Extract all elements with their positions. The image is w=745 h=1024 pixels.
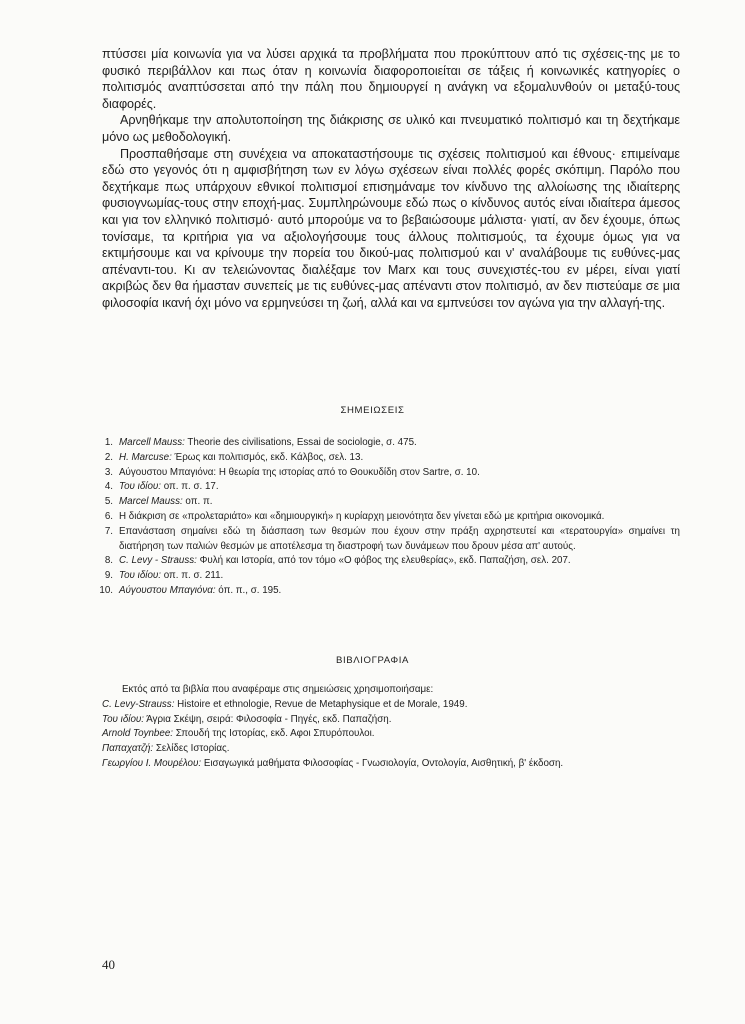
note-item xyxy=(102,510,680,525)
note-item xyxy=(102,525,680,555)
bibliography-author: C. Levy-Strauss: xyxy=(102,698,175,710)
bibliography-text: Εισαγωγικά μαθήματα Φιλοσοφίας - Γνωσιολογία, Οντολογία, Αισθητική, β' έκδοση. xyxy=(201,757,564,769)
note-item xyxy=(102,554,680,569)
note-text: όπ. π., σ. 195. xyxy=(215,584,282,596)
note-author: Του ιδίου: xyxy=(119,481,162,493)
note-number: 5. xyxy=(104,496,113,508)
note-text: Theorie des civilisations, Essai de sociologie, σ. 475. xyxy=(184,437,417,448)
bibliography-list xyxy=(102,683,680,772)
paragraph: Αρνηθήκαμε την απολυτοποίηση της διάκρισης σε υλικό και πνευματικό πολιτισμό και τη δεχτήκαμε μόνο ως μεθοδολογική. xyxy=(102,113,680,144)
note-author: C. Levy - Strauss: xyxy=(119,555,197,567)
bibliography-author: Arnold Toynbee: xyxy=(102,728,173,740)
notes-list xyxy=(99,436,680,599)
bibliography-text: Άγρια Σκέψη, σειρά: Φιλοσοφία - Πηγές, εκδ. Παπαζήση. xyxy=(144,713,392,725)
note-text: Φυλή και Ιστορία, από τον τόμο «Ο φόβος της ελευθερίας», εκδ. Παπαζήση, σελ. 207. xyxy=(196,555,571,567)
note-number: 10. xyxy=(99,584,113,596)
note-author: H. Marcuse: xyxy=(119,451,172,463)
bibliography-item xyxy=(102,698,680,713)
note-item xyxy=(102,436,680,451)
bibliography-item xyxy=(102,727,680,742)
bibliography-item xyxy=(102,742,680,757)
note-number: 4. xyxy=(104,481,113,493)
bibliography-author: Γεωργίου Ι. Μουρέλου: xyxy=(102,757,202,769)
note-number: 7. xyxy=(104,525,113,537)
note-text: Η διάκριση σε «προλεταριάτο» και «δημιουργική» η κυρίαρχη μειονότητα δεν γίνεται εδώ με κριτήρια οικονομικά. xyxy=(119,510,605,522)
bibliography-heading: ΒΙΒΛΙΟΓΡΑΦΙΑ xyxy=(335,655,409,666)
note-author: Marcell Mauss: xyxy=(119,437,185,448)
note-text: οπ. π. xyxy=(182,496,213,508)
note-item xyxy=(102,466,680,481)
bibliography-text: Σελίδες Ιστορίας. xyxy=(153,743,230,755)
note-text: Επανάσταση σημαίνει εδώ τη διάσπαση των θεσμών που έχουν στην πράξη αχρηστευτεί και «τερατουργία» σημαίνει τη διατήρηση των παλιών θεσμών με αποτέλεσμα τη διαστροφή των δυνάμεων που δρουν μέσα απ' αυτούς. xyxy=(119,525,680,552)
bibliography-item xyxy=(102,757,680,772)
note-text: Αύγουστου Μπαγιόνα: Η θεωρία της ιστορίας από το Θουκυδίδη στον Sartre, σ. 10. xyxy=(119,466,480,478)
note-number: 9. xyxy=(104,570,113,582)
note-item xyxy=(102,569,680,584)
note-item xyxy=(102,451,680,466)
note-author: Αύγουστου Μπαγιόνα: xyxy=(119,584,216,596)
note-number: 1. xyxy=(104,437,113,448)
note-item xyxy=(102,480,680,495)
note-number: 3. xyxy=(104,466,113,478)
note-item xyxy=(102,495,680,510)
note-author: Του ιδίου: xyxy=(119,570,162,582)
bibliography-intro: Εκτός από τα βιβλία που αναφέραμε στις σημειώσεις χρησιμοποιήσαμε: xyxy=(122,684,434,695)
note-number: 6. xyxy=(104,510,113,522)
page-number: 40 xyxy=(102,957,115,972)
note-text: Έρως και πολιτισμός, εκδ. Κάλβος, σελ. 13. xyxy=(171,451,364,463)
note-item xyxy=(99,584,680,599)
note-number: 8. xyxy=(104,555,113,567)
bibliography-author: Του ιδίου: xyxy=(102,713,145,725)
main-text xyxy=(102,46,680,312)
paragraph: Προσπαθήσαμε στη συνέχεια να αποκαταστήσουμε τις σχέσεις πολιτισμού και έθνους· επιμείναμε εδώ στο γεγονός ότι η αμφισβήτηση των εν λόγω σχέσεων είναι πολλές φορές σκόπιμη. Παρόλο που δεχτήκαμε πως υπάρχουν εθνικοί πολιτισμοί επισημάναμε τον κίνδυνο της αλλοίωσης της ιδιαίτερης φυσιογνωμίας-τους στην εποχή-μας. Συμπληρώνουμε εδώ πως ο κίνδυνος αυτός είναι ιδιαίτερα άμεσος και για τον ελληνικό πολιτισμό· αυτό μπορούμε να το βεβαιώσουμε μάλιστα· γιατί, αν δεν έχουμε, όπως τονίσαμε, τα κριτήρια για να αξιολογήσουμε τους άλλους πολιτισμούς, τα έχουμε όμως για να εκτιμήσουμε και να κρίνουμε την πορεία του δικού-μας πολιτισμού και ν' αναλάβουμε τις ευθύνες-μας απέναντι-του. Κι αν τελειώνοντας διαλέξαμε τον Marx και τους συνεχιστές-του εν μέρει, είναι γιατί ακριβώς δεν θα ήμασταν συνεπείς με τις ευθύνες-μας απέναντι στον πολιτισμό, αν δεν πιστεύαμε σε μια φιλοσοφία ικανή όχι μόνο να ερμηνεύσει τη ζωή, αλλά και να εμπνεύσει τον αγώνα για την αλλαγή-της. xyxy=(102,146,680,310)
bibliography-text: Σπουδή της Ιστορίας, εκδ. Αφοι Σπυρόπουλοι. xyxy=(173,728,375,740)
bibliography-item xyxy=(102,713,680,728)
bibliography-author: Παπαχατζή: xyxy=(102,743,154,755)
notes-heading: ΣΗΜΕΙΩΣΕΙΣ xyxy=(340,405,405,416)
note-number: 2. xyxy=(104,451,113,463)
note-author: Marcel Mauss: xyxy=(119,496,183,508)
paragraph: πτύσσει μία κοινωνία για να λύσει αρχικά τα προβλήματα που προκύπτουν από τις σχέσεις-της με το φυσικό περιβάλλον και πως όταν η κοινωνία διαφοροποιείται σε τάξεις ή κοινωνικές κατηγορίες ο πολιτισμός αναπτύσσεται από την πάλη που δημιουργεί η ανάγκη να εξομαλυνθούν οι μεταξύ-τους διαφορές. xyxy=(102,47,680,111)
bibliography-text: Histoire et ethnologie, Revue de Metaphysique et de Morale, 1949. xyxy=(174,698,468,710)
note-text: οπ. π. σ. 17. xyxy=(161,481,219,493)
note-text: οπ. π. σ. 211. xyxy=(161,570,224,582)
